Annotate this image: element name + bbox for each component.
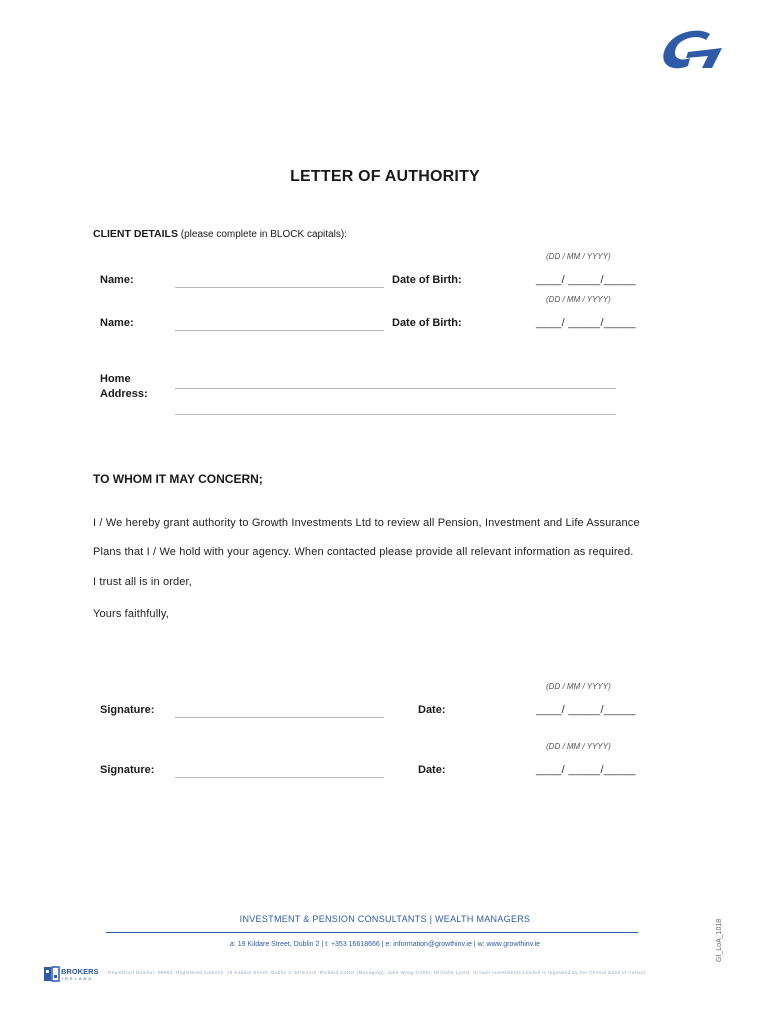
authority-paragraph-2: Plans that I / We hold with your agency. When contacted please provide all relevant information as required. <box>93 546 634 558</box>
date-label-1: Date: <box>418 704 446 716</box>
footer-divider <box>106 932 638 933</box>
name-field-2[interactable] <box>175 330 384 331</box>
date-label-2: Date: <box>418 764 446 776</box>
brokers-logo-sub: IRELAND <box>62 976 94 981</box>
name-label-1: Name: <box>100 274 134 286</box>
closing-text: Yours faithfully, <box>93 608 169 620</box>
address-field-line-2[interactable] <box>175 414 616 415</box>
client-details-note: (please complete in BLOCK capitals): <box>180 229 347 240</box>
name-label-2: Name: <box>100 317 134 329</box>
dob-field-2[interactable]: ____/ _____/_____ <box>536 317 636 329</box>
document-code: GI_LoA_1018 <box>716 918 723 962</box>
date-format-hint-1: (DD / MM / YYYY) <box>546 252 611 261</box>
client-details-label: CLIENT DETAILS <box>93 228 178 240</box>
date-field-2[interactable]: ____/ _____/_____ <box>536 764 636 776</box>
address-label: Address: <box>100 388 148 400</box>
date-format-hint-2: (DD / MM / YYYY) <box>546 295 611 304</box>
date-format-hint-4: (DD / MM / YYYY) <box>546 742 611 751</box>
signature-label-2: Signature: <box>100 764 155 776</box>
date-format-hint-3: (DD / MM / YYYY) <box>546 682 611 691</box>
client-details-heading <box>93 228 347 240</box>
authority-paragraph-3: I trust all is in order, <box>93 576 192 588</box>
signature-field-1[interactable] <box>175 717 384 718</box>
dob-label-1: Date of Birth: <box>392 274 462 286</box>
signature-field-2[interactable] <box>175 777 384 778</box>
concern-heading: TO WHOM IT MAY CONCERN; <box>93 472 263 486</box>
document-title: LETTER OF AUTHORITY <box>290 168 480 185</box>
growth-investments-logo-icon <box>658 28 724 74</box>
authority-paragraph-1: I / We hereby grant authority to Growth Investments Ltd to review all Pension, Investment and Life Assurance <box>93 517 640 529</box>
dob-field-1[interactable]: ____/ _____/_____ <box>536 274 636 286</box>
registration-text: Registered Number: 99982. Registered Address: 19 Kildare Street, Dublin 2. Directors: Richard Cotter (Managing), Julie Wong-Cotter, Michelle Lyons. Growth Investments Limited is regulated by the Central Bank of Ireland. <box>108 970 647 975</box>
brokers-logo-text: BROKERS <box>61 967 99 976</box>
date-field-1[interactable]: ____/ _____/_____ <box>536 704 636 716</box>
address-field-line-1[interactable] <box>175 388 616 389</box>
dob-label-2: Date of Birth: <box>392 317 462 329</box>
home-label: Home <box>100 373 131 385</box>
name-field-1[interactable] <box>175 287 384 288</box>
footer-tagline: INVESTMENT & PENSION CONSULTANTS | WEALTH MANAGERS <box>239 914 531 924</box>
footer-contact: a: 19 Kildare Street, Dublin 2 | t: +353 16618666 | e: information@growthinv.ie | w: www.growthinv.ie <box>229 941 541 948</box>
signature-label-1: Signature: <box>100 704 155 716</box>
